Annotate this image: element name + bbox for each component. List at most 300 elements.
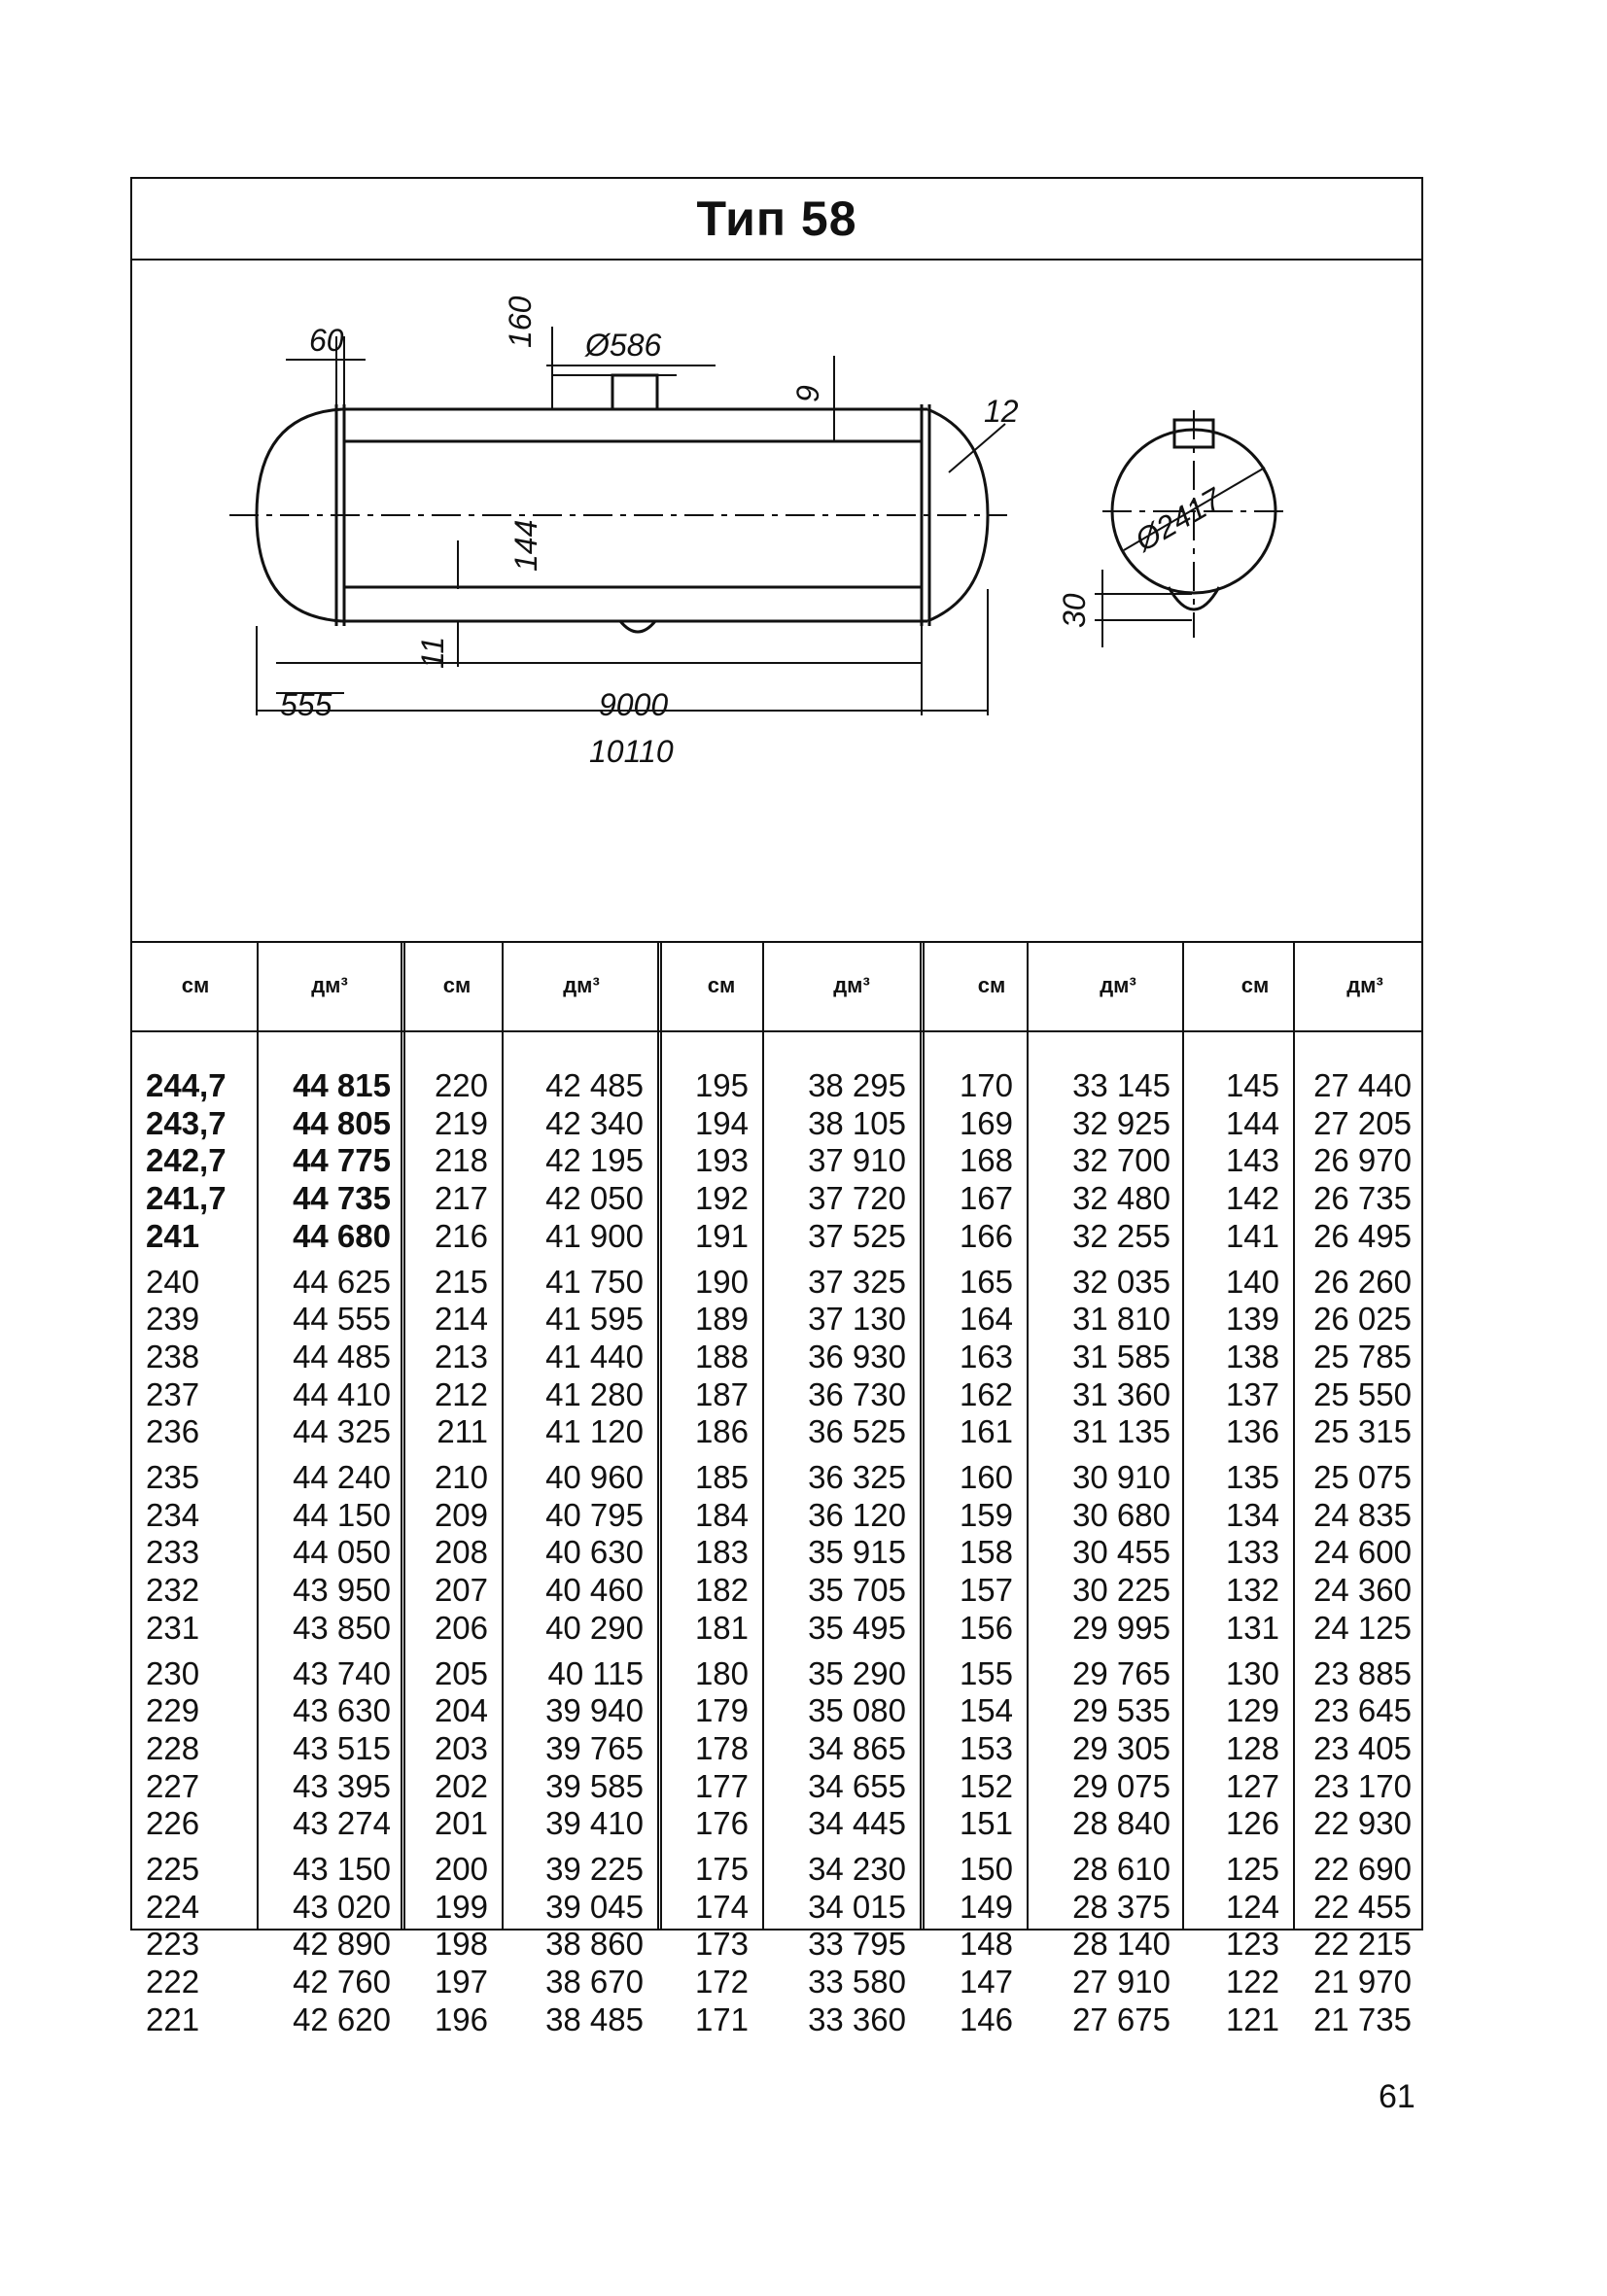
table-cell: 25 315: [1313, 1413, 1412, 1450]
table-cell: 36 525: [808, 1413, 906, 1450]
table-cell: 42 050: [545, 1180, 644, 1217]
row-group-gap: [1200, 1648, 1279, 1655]
column-cm-3: [673, 1067, 749, 2039]
col-divider: [1293, 941, 1295, 1929]
table-cell: 169: [959, 1104, 1013, 1141]
table-cell: 44 050: [293, 1534, 391, 1571]
row-group-gap: [774, 1451, 906, 1459]
table-cell: 41 900: [545, 1217, 644, 1254]
table-cell: 196: [434, 2000, 488, 2037]
group-divider: [657, 941, 662, 1929]
row-group-gap: [268, 1451, 391, 1459]
tank-side-view: [229, 375, 1007, 632]
table-cell: 23 885: [1313, 1654, 1412, 1691]
table-cell: 231: [146, 1609, 200, 1646]
table-cell: 239: [146, 1301, 200, 1338]
table-cell: 36 730: [808, 1375, 906, 1412]
table-cell: 26 735: [1313, 1180, 1412, 1217]
table-cell: 25 075: [1313, 1459, 1412, 1496]
table-cell: 184: [694, 1496, 749, 1533]
row-group-gap: [511, 1648, 644, 1655]
table-cell: 148: [959, 1926, 1013, 1963]
table-cell: 31 810: [1072, 1301, 1170, 1338]
table-cell: 41 750: [545, 1263, 644, 1300]
table-cell: 241: [146, 1217, 200, 1254]
page-number: 61: [1379, 2078, 1415, 2115]
tank-drawing: [132, 259, 1421, 943]
table-cell: 202: [434, 1767, 488, 1804]
table-cell: 29 535: [1072, 1692, 1170, 1729]
table-cell: 223: [146, 1926, 200, 1963]
table-cell: 35 290: [808, 1654, 906, 1691]
row-group-gap: [1299, 1256, 1412, 1264]
header-dm3-1: дм³: [311, 973, 348, 997]
table-cell: 161: [959, 1413, 1013, 1450]
table-cell: 42 485: [545, 1067, 644, 1103]
table-cell: 32 925: [1072, 1104, 1170, 1141]
table-cell: 153: [959, 1729, 1013, 1766]
table-cell: 163: [959, 1338, 1013, 1374]
table-cell: 220: [434, 1067, 488, 1103]
table-cell: 135: [1225, 1459, 1279, 1496]
row-group-gap: [1200, 1256, 1279, 1264]
table-cell: 146: [959, 2000, 1013, 2037]
table-cell: 37 910: [808, 1142, 906, 1179]
table-cell: 38 670: [545, 1964, 644, 2000]
table-cell: 36 120: [808, 1496, 906, 1533]
table-cell: 44 805: [293, 1104, 391, 1141]
table-cell: 133: [1225, 1534, 1279, 1571]
table-cell: 127: [1225, 1767, 1279, 1804]
table-cell: 44 625: [293, 1263, 391, 1300]
table-cell: 242,7: [146, 1142, 227, 1179]
row-group-gap: [1200, 1451, 1279, 1459]
row-group-gap: [1040, 1843, 1170, 1851]
table-cell: 225: [146, 1851, 200, 1888]
table-cell: 214: [434, 1301, 488, 1338]
table-cell: 36 930: [808, 1338, 906, 1374]
table-cell: 41 280: [545, 1375, 644, 1412]
table-cell: 39 585: [545, 1767, 644, 1804]
table-cell: 44 815: [293, 1067, 391, 1103]
table-cell: 221: [146, 2000, 200, 2037]
col-divider: [257, 941, 259, 1929]
table-cell: 44 240: [293, 1459, 391, 1496]
table-cell: 32 700: [1072, 1142, 1170, 1179]
row-group-gap: [935, 1648, 1013, 1655]
table-cell: 240: [146, 1263, 200, 1300]
table-cell: 34 230: [808, 1851, 906, 1888]
table-cell: 31 135: [1072, 1413, 1170, 1450]
table-cell: 185: [694, 1459, 749, 1496]
table-cell: 38 295: [808, 1067, 906, 1103]
table-cell: 176: [694, 1805, 749, 1842]
table-cell: 40 115: [547, 1654, 644, 1691]
table-cell: 44 775: [293, 1142, 391, 1179]
table-cell: 32 480: [1072, 1180, 1170, 1217]
row-group-gap: [268, 1256, 391, 1264]
table-cell: 157: [959, 1572, 1013, 1609]
table-cell: 22 930: [1313, 1805, 1412, 1842]
table-cell: 222: [146, 1964, 200, 2000]
table-cell: 216: [434, 1217, 488, 1254]
table-cell: 204: [434, 1692, 488, 1729]
dim-555: 555: [280, 687, 332, 722]
table-cell: 125: [1225, 1851, 1279, 1888]
table-cell: 44 735: [293, 1180, 391, 1217]
table-cell: 25 785: [1313, 1338, 1412, 1374]
row-group-gap: [774, 1648, 906, 1655]
table-cell: 207: [434, 1572, 488, 1609]
table-cell: 134: [1225, 1496, 1279, 1533]
table-cell: 39 940: [545, 1692, 644, 1729]
row-group-gap: [414, 1648, 488, 1655]
table-cell: 37 525: [808, 1217, 906, 1254]
table-cell: 227: [146, 1767, 200, 1804]
table-cell: 30 910: [1072, 1459, 1170, 1496]
table-cell: 29 075: [1072, 1767, 1170, 1804]
table-cell: 215: [434, 1263, 488, 1300]
table-cell: 39 045: [545, 1888, 644, 1925]
row-group-gap: [268, 1648, 391, 1655]
header-dm3-2: дм³: [563, 973, 600, 997]
table-cell: 147: [959, 1964, 1013, 2000]
table-cell: 40 290: [545, 1609, 644, 1646]
row-group-gap: [673, 1648, 749, 1655]
table-cell: 218: [434, 1142, 488, 1179]
table-cell: 243,7: [146, 1104, 227, 1141]
dim-144: 144: [508, 519, 543, 572]
table-cell: 166: [959, 1217, 1013, 1254]
table-cell: 162: [959, 1375, 1013, 1412]
table-cell: 36 325: [808, 1459, 906, 1496]
table-cell: 198: [434, 1926, 488, 1963]
table-cell: 219: [434, 1104, 488, 1141]
header-divider: [132, 1030, 1421, 1032]
table-cell: 44 325: [293, 1413, 391, 1450]
table-cell: 34 015: [808, 1888, 906, 1925]
column-cm-2: [414, 1067, 488, 2039]
tank-drawing-svg: [132, 259, 1421, 941]
table-cell: 43 740: [293, 1654, 391, 1691]
table-cell: 38 105: [808, 1104, 906, 1141]
table-cell: 42 890: [293, 1926, 391, 1963]
table-cell: 183: [694, 1534, 749, 1571]
row-group-gap: [511, 1843, 644, 1851]
table-cell: 175: [694, 1851, 749, 1888]
table-cell: 190: [694, 1263, 749, 1300]
table-cell: 228: [146, 1729, 200, 1766]
table-cell: 22 690: [1313, 1851, 1412, 1888]
dim-9: 9: [790, 385, 825, 402]
group-divider: [401, 941, 405, 1929]
table-cell: 24 125: [1313, 1609, 1412, 1646]
row-group-gap: [414, 1843, 488, 1851]
table-cell: 181: [694, 1609, 749, 1646]
table-cell: 27 675: [1072, 2000, 1170, 2037]
table-cell: 33 145: [1072, 1067, 1170, 1103]
table-cell: 140: [1225, 1263, 1279, 1300]
row-group-gap: [146, 1648, 249, 1655]
table-cell: 158: [959, 1534, 1013, 1571]
table-cell: 182: [694, 1572, 749, 1609]
table-cell: 40 630: [545, 1534, 644, 1571]
table-cell: 126: [1225, 1805, 1279, 1842]
table-cell: 210: [434, 1459, 488, 1496]
table-cell: 201: [434, 1805, 488, 1842]
table-cell: 31 360: [1072, 1375, 1170, 1412]
table-cell: 34 865: [808, 1729, 906, 1766]
table-cell: 149: [959, 1888, 1013, 1925]
table-cell: 139: [1225, 1301, 1279, 1338]
dim-30: 30: [1057, 593, 1092, 628]
table-cell: 41 440: [545, 1338, 644, 1374]
row-group-gap: [935, 1256, 1013, 1264]
row-group-gap: [1040, 1648, 1170, 1655]
dim-10110: 10110: [589, 734, 674, 769]
table-cell: 39 410: [545, 1805, 644, 1842]
table-cell: 24 360: [1313, 1572, 1412, 1609]
table-cell: 43 630: [293, 1692, 391, 1729]
column-dm3-1: [268, 1067, 391, 2039]
header-dm3-4: дм³: [1100, 973, 1136, 997]
table-cell: 232: [146, 1572, 200, 1609]
table-cell: 187: [694, 1375, 749, 1412]
table-cell: 43 515: [293, 1729, 391, 1766]
table-cell: 23 170: [1313, 1767, 1412, 1804]
table-cell: 26 495: [1313, 1217, 1412, 1254]
column-cm-4: [935, 1067, 1013, 2039]
row-group-gap: [1299, 1648, 1412, 1655]
table-cell: 40 795: [545, 1496, 644, 1533]
table-cell: 32 255: [1072, 1217, 1170, 1254]
table-cell: 34 445: [808, 1805, 906, 1842]
table-cell: 39 225: [545, 1851, 644, 1888]
table-cell: 30 455: [1072, 1534, 1170, 1571]
column-cm-1: [146, 1067, 249, 2039]
table-cell: 44 680: [293, 1217, 391, 1254]
column-dm3-4: [1040, 1067, 1170, 2039]
table-cell: 244,7: [146, 1067, 227, 1103]
table-cell: 192: [694, 1180, 749, 1217]
table-cell: 43 150: [293, 1851, 391, 1888]
table-cell: 43 274: [293, 1805, 391, 1842]
group-divider: [920, 941, 925, 1929]
table-cell: 44 410: [293, 1375, 391, 1412]
table-cell: 238: [146, 1338, 200, 1374]
table-cell: 233: [146, 1534, 200, 1571]
table-cell: 129: [1225, 1692, 1279, 1729]
table-cell: 40 460: [545, 1572, 644, 1609]
table-cell: 189: [694, 1301, 749, 1338]
table-cell: 142: [1225, 1180, 1279, 1217]
table-cell: 229: [146, 1692, 200, 1729]
row-group-gap: [268, 1843, 391, 1851]
table-cell: 177: [694, 1767, 749, 1804]
table-cell: 141: [1225, 1217, 1279, 1254]
table-cell: 122: [1225, 1964, 1279, 2000]
table-cell: 160: [959, 1459, 1013, 1496]
table-cell: 30 225: [1072, 1572, 1170, 1609]
table-cell: 22 455: [1313, 1888, 1412, 1925]
table-cell: 132: [1225, 1572, 1279, 1609]
table-cell: 195: [694, 1067, 749, 1103]
dim-160: 160: [503, 296, 538, 348]
table-cell: 27 440: [1313, 1067, 1412, 1103]
table-cell: 43 020: [293, 1888, 391, 1925]
table-cell: 235: [146, 1459, 200, 1496]
group-divider: [1182, 941, 1184, 1929]
table-cell: 23 405: [1313, 1729, 1412, 1766]
table-cell: 27 205: [1313, 1104, 1412, 1141]
table-cell: 145: [1225, 1067, 1279, 1103]
table-cell: 152: [959, 1767, 1013, 1804]
table-cell: 194: [694, 1104, 749, 1141]
table-cell: 28 375: [1072, 1888, 1170, 1925]
table-cell: 44 150: [293, 1496, 391, 1533]
table-cell: 28 140: [1072, 1926, 1170, 1963]
table-cell: 159: [959, 1496, 1013, 1533]
volume-table: [132, 941, 1421, 2037]
table-frame: [130, 177, 1423, 2037]
table-cell: 35 705: [808, 1572, 906, 1609]
table-cell: 172: [694, 1964, 749, 2000]
table-cell: 206: [434, 1609, 488, 1646]
table-cell: 38 485: [545, 2000, 644, 2037]
column-cm-5: [1200, 1067, 1279, 2039]
table-cell: 130: [1225, 1654, 1279, 1691]
table-cell: 42 760: [293, 1964, 391, 2000]
table-cell: 234: [146, 1496, 200, 1533]
row-group-gap: [146, 1843, 249, 1851]
table-cell: 43 395: [293, 1767, 391, 1804]
table-cell: 203: [434, 1729, 488, 1766]
table-cell: 27 910: [1072, 1964, 1170, 2000]
table-cell: 197: [434, 1964, 488, 2000]
table-cell: 30 680: [1072, 1496, 1170, 1533]
table-cell: 200: [434, 1851, 488, 1888]
table-cell: 224: [146, 1888, 200, 1925]
dim-11: 11: [415, 636, 450, 669]
table-cell: 186: [694, 1413, 749, 1450]
dim-586: Ø586: [585, 328, 662, 363]
table-cell: 37 130: [808, 1301, 906, 1338]
table-cell: 155: [959, 1654, 1013, 1691]
table-cell: 173: [694, 1926, 749, 1963]
row-group-gap: [1299, 1451, 1412, 1459]
table-cell: 151: [959, 1805, 1013, 1842]
page-title: Тип 58: [132, 179, 1421, 261]
table-cell: 193: [694, 1142, 749, 1179]
row-group-gap: [673, 1843, 749, 1851]
table-cell: 211: [437, 1413, 488, 1450]
header-cm-4: см: [977, 973, 1006, 997]
dim-12: 12: [984, 394, 1019, 429]
table-cell: 164: [959, 1301, 1013, 1338]
table-cell: 237: [146, 1375, 200, 1412]
table-cell: 123: [1225, 1926, 1279, 1963]
row-group-gap: [146, 1256, 249, 1264]
col-divider: [1027, 941, 1029, 1929]
column-dm3-2: [511, 1067, 644, 2039]
table-cell: 22 215: [1313, 1926, 1412, 1963]
table-cell: 37 720: [808, 1180, 906, 1217]
table-cell: 144: [1225, 1104, 1279, 1141]
table-cell: 208: [434, 1534, 488, 1571]
table-cell: 174: [694, 1888, 749, 1925]
table-cell: 39 765: [545, 1729, 644, 1766]
table-cell: 41 120: [545, 1413, 644, 1450]
row-group-gap: [1040, 1256, 1170, 1264]
table-cell: 31 585: [1072, 1338, 1170, 1374]
table-cell: 150: [959, 1851, 1013, 1888]
table-cell: 137: [1225, 1375, 1279, 1412]
table-cell: 24 835: [1313, 1496, 1412, 1533]
table-cell: 241,7: [146, 1180, 227, 1217]
table-cell: 179: [694, 1692, 749, 1729]
table-cell: 143: [1225, 1142, 1279, 1179]
table-cell: 34 655: [808, 1767, 906, 1804]
table-cell: 205: [434, 1654, 488, 1691]
table-cell: 121: [1225, 2000, 1279, 2037]
table-cell: 180: [694, 1654, 749, 1691]
table-cell: 213: [434, 1338, 488, 1374]
table-cell: 156: [959, 1609, 1013, 1646]
row-group-gap: [1200, 1843, 1279, 1851]
table-cell: 171: [694, 2000, 749, 2037]
table-cell: 170: [959, 1067, 1013, 1103]
table-cell: 188: [694, 1338, 749, 1374]
header-cm-1: см: [181, 973, 210, 997]
row-group-gap: [774, 1256, 906, 1264]
table-cell: 131: [1225, 1609, 1279, 1646]
table-cell: 21 970: [1313, 1964, 1412, 2000]
header-cm-2: см: [442, 973, 472, 997]
col-divider: [502, 941, 504, 1929]
table-cell: 23 645: [1313, 1692, 1412, 1729]
column-dm3-5: [1299, 1067, 1412, 2039]
table-cell: 43 850: [293, 1609, 391, 1646]
table-cell: 26 970: [1313, 1142, 1412, 1179]
table-cell: 217: [434, 1180, 488, 1217]
table-cell: 28 610: [1072, 1851, 1170, 1888]
table-cell: 37 325: [808, 1263, 906, 1300]
row-group-gap: [511, 1256, 644, 1264]
table-cell: 136: [1225, 1413, 1279, 1450]
row-group-gap: [1040, 1451, 1170, 1459]
table-cell: 25 550: [1313, 1375, 1412, 1412]
table-cell: 167: [959, 1180, 1013, 1217]
column-dm3-3: [774, 1067, 906, 2039]
row-group-gap: [511, 1451, 644, 1459]
row-group-gap: [935, 1451, 1013, 1459]
table-cell: 124: [1225, 1888, 1279, 1925]
row-group-gap: [1299, 1843, 1412, 1851]
table-cell: 128: [1225, 1729, 1279, 1766]
row-group-gap: [673, 1256, 749, 1264]
table-cell: 29 765: [1072, 1654, 1170, 1691]
table-cell: 165: [959, 1263, 1013, 1300]
col-divider: [762, 941, 764, 1929]
dim-9000: 9000: [599, 687, 669, 722]
table-cell: 44 485: [293, 1338, 391, 1374]
table-cell: 43 950: [293, 1572, 391, 1609]
table-cell: 199: [434, 1888, 488, 1925]
table-cell: 191: [694, 1217, 749, 1254]
table-cell: 26 260: [1313, 1263, 1412, 1300]
dimension-lines: [257, 327, 1005, 715]
table-cell: 236: [146, 1413, 200, 1450]
